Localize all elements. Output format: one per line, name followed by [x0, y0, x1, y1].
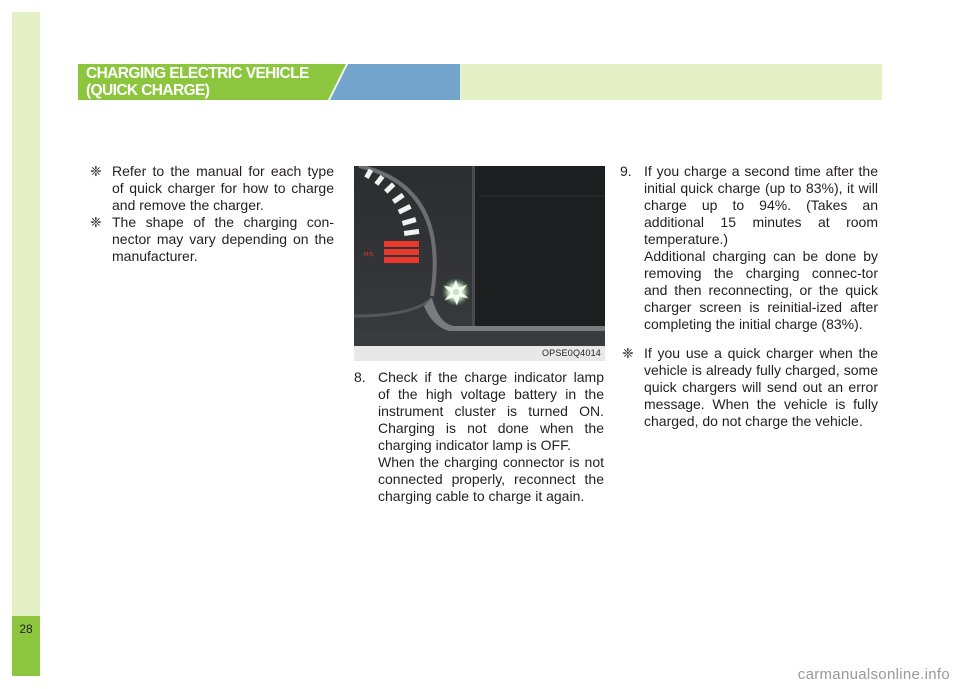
section-header — [78, 64, 882, 100]
instrument-cluster-illustration — [354, 166, 605, 361]
step-text: If you charge a second time after the initial quick charge (up to 83%), it will charge up to 94%. (Takes an additional 15 minutes at room temperature.) — [644, 163, 878, 247]
step-8 — [354, 369, 604, 454]
step-9 — [620, 163, 878, 248]
bullet-mark-icon: ❈ — [622, 345, 634, 361]
step-8-followup: When the charging connector is not connected properly, reconnect the charging cable to charge it again. — [378, 454, 604, 504]
step-number: 9. — [620, 163, 632, 179]
step-9-followup: Additional charging can be done by removing the charging connec-tor and then reconnecting, or the quick charger screen is reinitial-ized after completing the initial charge (83%). — [644, 248, 878, 332]
side-strip — [12, 12, 40, 616]
note-text: Refer to the manual for each type of quick charger for how to charge and remove the charger. — [112, 163, 334, 213]
step-number: 8. — [354, 369, 366, 385]
column-left — [88, 163, 334, 265]
note-bullet-2 — [88, 214, 334, 265]
gauge-label: M/S — [364, 252, 374, 258]
section-title: CHARGING ELECTRIC VEHICLE (QUICK CHARGE) — [86, 65, 309, 99]
note-bullet-3 — [620, 345, 878, 430]
watermark: carmanualsonline.info — [797, 666, 950, 683]
column-right — [620, 163, 878, 430]
note-text: If you use a quick charger when the vehicle is already fully charged, some quick chargers will send out an error message. When the vehicle is fully charged, do not charge the vehicle. — [644, 345, 878, 429]
note-bullet-1 — [88, 163, 334, 214]
page-number-box — [12, 616, 40, 676]
instrument-cluster-figure — [354, 166, 605, 361]
bullet-mark-icon: ❈ — [90, 163, 102, 179]
page-number: 28 — [19, 622, 33, 636]
bullet-mark-icon: ❈ — [90, 214, 102, 230]
note-text: The shape of the charging con-nector may vary depending on the manufacturer. — [112, 214, 334, 264]
header-band-pale — [460, 64, 882, 100]
column-middle — [354, 369, 604, 505]
figure-code: OPSE0Q4014 — [541, 348, 601, 358]
step-text: Check if the charge indicator lamp of the high voltage battery in the instrument cluster is turned ON. Charging is not done when the charging indicator lamp is OFF. — [378, 369, 604, 453]
